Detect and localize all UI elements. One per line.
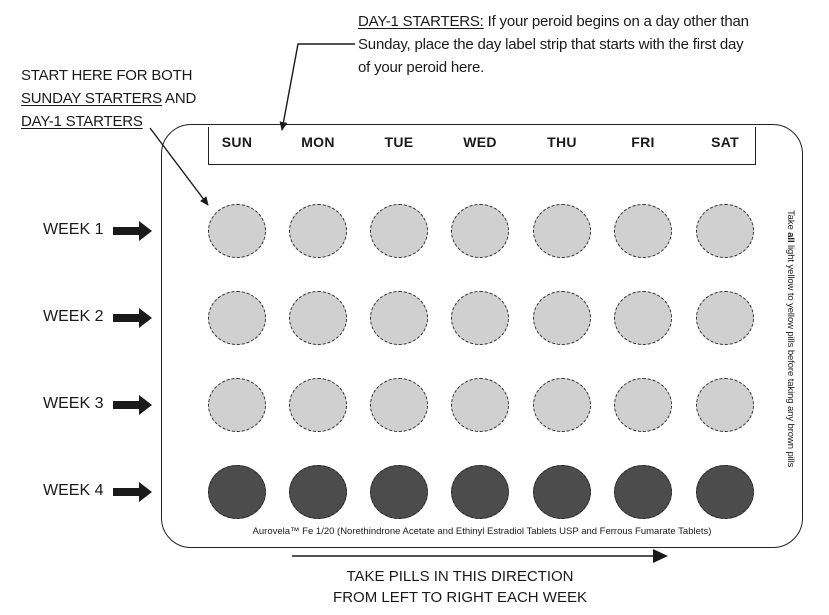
day1-note-line3: of your peroid here. <box>358 59 485 76</box>
day1-starters-label: DAY-1 STARTERS <box>21 113 143 130</box>
week-1-arrow <box>113 221 152 241</box>
day-label-tue: TUE <box>384 134 414 150</box>
day-label-thu: THU <box>547 134 577 150</box>
week-label-4: WEEK 4 <box>43 482 104 499</box>
instruction-text-start: Take <box>785 210 796 233</box>
direction-arrowhead <box>653 549 668 563</box>
instruction-text-end: light yellow to yellow pills before taking any brown pills <box>785 242 796 468</box>
day-label-sat: SAT <box>711 134 739 150</box>
day1-note-line1: If your peroid begins on a day other than <box>483 13 749 30</box>
sunday-starters-label: SUNDAY STARTERS <box>21 90 162 107</box>
instruction-text-bold: all <box>785 232 796 243</box>
week-label-1: WEEK 1 <box>43 221 104 238</box>
week-3-arrow <box>113 395 152 415</box>
day1-starters-heading: DAY-1 STARTERS: <box>358 13 484 30</box>
start-pointer-line <box>150 128 208 205</box>
week-2-arrow <box>113 308 152 328</box>
day-label-mon: MON <box>301 134 335 150</box>
direction-line1: TAKE PILLS IN THIS DIRECTION <box>346 568 574 585</box>
week-4-arrow <box>113 482 152 502</box>
product-name: Aurovela™ Fe 1/20 (Norethindrone Acetate and Ethinyl Estradiol Tablets USP and Ferrous Fumarate Tablets) <box>252 526 712 537</box>
direction-line2: FROM LEFT TO RIGHT EACH WEEK <box>333 589 587 606</box>
day-label-fri: FRI <box>631 134 655 150</box>
day1-pointer-line <box>282 44 355 130</box>
start-note-line2-rest: AND <box>161 90 197 107</box>
week-label-2: WEEK 2 <box>43 308 104 325</box>
day1-note-line2: Sunday, place the day label strip that starts with the first day <box>358 36 744 53</box>
week-label-3: WEEK 3 <box>43 395 104 412</box>
start-note-line1: START HERE FOR BOTH <box>21 67 193 84</box>
day-label-sun: SUN <box>221 134 253 150</box>
day-label-wed: WED <box>463 134 497 150</box>
